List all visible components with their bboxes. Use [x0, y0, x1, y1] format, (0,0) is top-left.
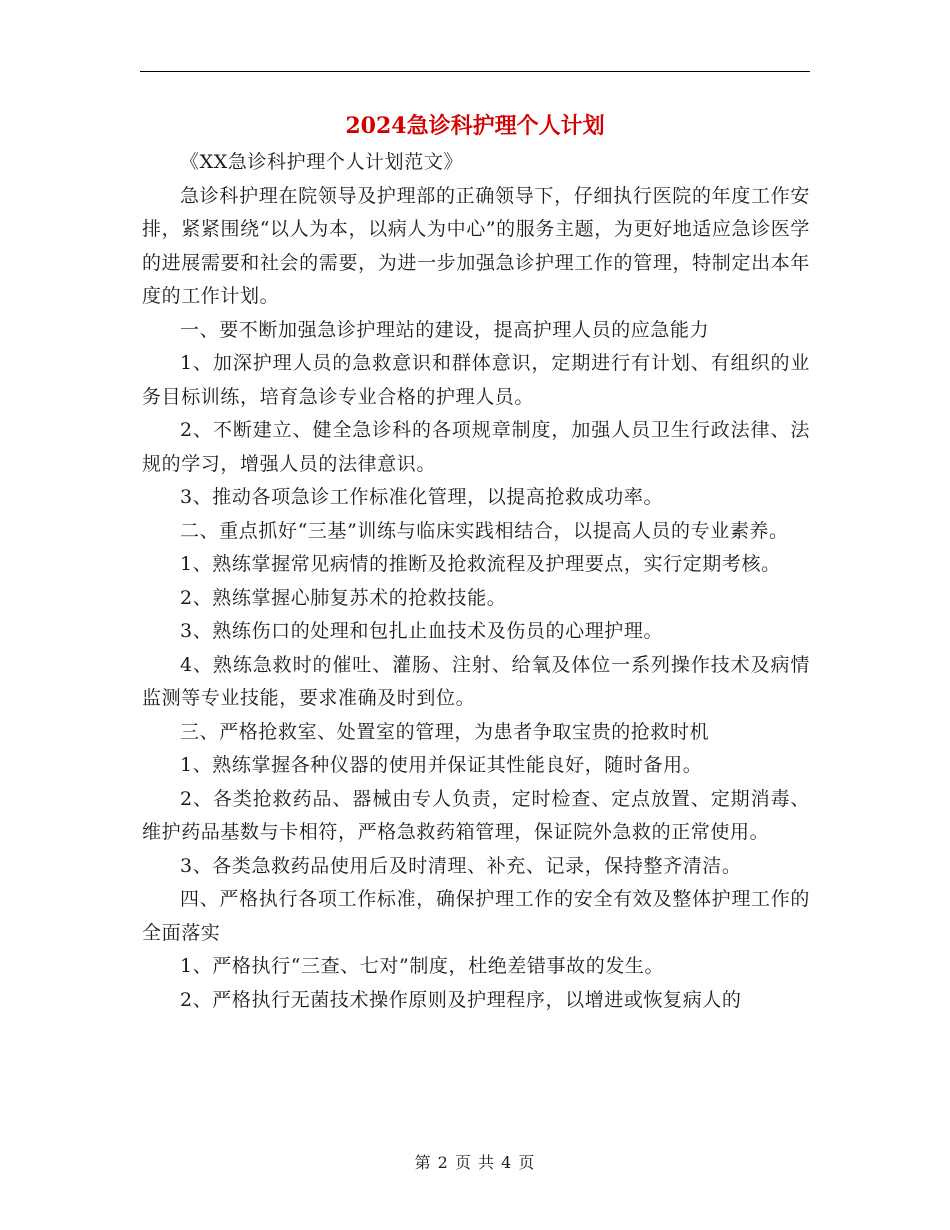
- section-heading-2: 二、重点抓好“三基”训练与临床实践相结合，以提高人员的专业素养。: [180, 519, 789, 542]
- paragraph-subtitle: 《XX急诊科护理个人计划范文》: [180, 151, 464, 173]
- document-title: 2024急诊科护理个人计划: [345, 113, 605, 139]
- list-item: 1、加深护理人员的急救意识和群体意识，定期进行有计划、有组织的业务目标训练，培育急诊专业合格的护理人员。: [142, 352, 810, 408]
- list-item: 2、不断建立、健全急诊科的各项规章制度，加强人员卫生行政法律、法规的学习，增强人员的法律意识。: [142, 419, 810, 475]
- list-item: 1、熟练掌握常见病情的推断及抢救流程及护理要点，实行定期考核。: [180, 553, 781, 575]
- list-item: 1、熟练掌握各种仪器的使用并保证其性能良好，随时备用。: [180, 754, 703, 776]
- section-heading-4: 四、严格执行各项工作标准，确保护理工作的安全有效及整体护理工作的全面落实: [142, 888, 810, 944]
- list-item: 3、熟练伤口的处理和包扎止血技术及伤员的心理护理。: [180, 620, 664, 642]
- list-item: 3、各类急救药品使用后及时清理、补充、记录，保持整齐清洁。: [180, 854, 742, 877]
- document-body: [142, 146, 810, 1017]
- paragraph-intro: 急诊科护理在院领导及护理部的正确领导下，仔细执行医院的年度工作安排，紧紧围绕“以人为本，以病人为中心”的服务主题，为更好地适应急诊医学的进展需要和社会的需要，为进一步加强急诊护理工作的管理，特制定出本年度的工作计划。: [142, 184, 810, 307]
- list-item: 2、各类抢救药品、器械由专人负责，定时检查、定点放置、定期消毒、维护药品基数与卡相符，严格急救药箱管理，保证院外急救的正常使用。: [142, 787, 810, 843]
- list-item: 2、熟练掌握心肺复苏术的抢救技能。: [180, 586, 507, 609]
- list-item: 3、推动各项急诊工作标准化管理，以提高抢救成功率。: [180, 486, 664, 508]
- list-item: 4、熟练急救时的催吐、灌肠、注射、给氧及体位一系列操作技术及病情监测等专业技能，要求准确及时到位。: [142, 653, 810, 709]
- page-number-footer: 第 2 页 共 4 页: [414, 1153, 536, 1172]
- section-heading-3: 三、严格抢救室、处置室的管理，为患者争取宝贵的抢救时机: [180, 720, 710, 743]
- header-rule: [140, 71, 810, 72]
- list-item: 2、严格执行无菌技术操作原则及护理程序，以增进或恢复病人的: [180, 988, 742, 1011]
- section-heading-1: 一、要不断加强急诊护理站的建设，提高护理人员的应急能力: [180, 318, 710, 341]
- list-item: 1、严格执行“三查、七对”制度，杜绝差错事故的发生。: [180, 955, 665, 977]
